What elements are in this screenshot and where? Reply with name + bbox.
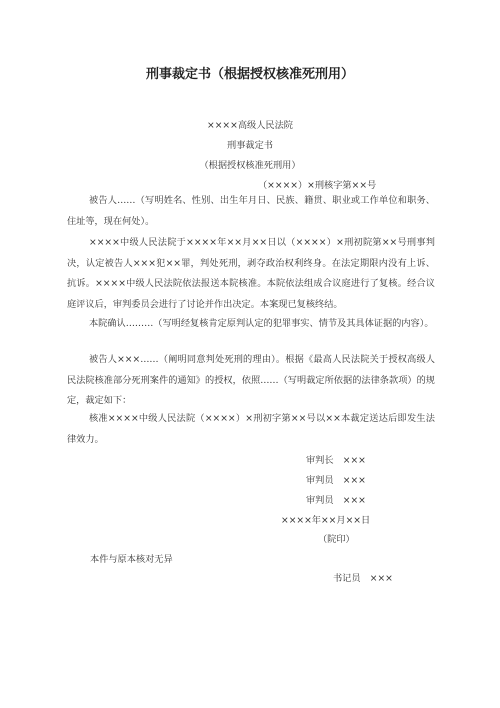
paragraph-reasoning: 被告人×××……（阐明同意判处死刑的理由）。根据《最高人民法院关于授权高级人民法院核准部分死刑案件的通知》的授权，依照……（写明裁定所依据的法律条款项）的规定，裁定如下： xyxy=(67,354,435,406)
paragraph-procedure: ××××中级人民法院于××××年××月××日以（××××）×刑初院第××号刑事判决，认定被告人×××犯××罪，判处死刑，剥夺政治权利终身。在法定期限内没有上诉、抗诉。××××中级人民法院依法报送本院核准。本院依法组成合议庭进行了复核。经合议庭评议后，审判委员会进行了讨论并作出决定。本案现已复核终结。 xyxy=(67,237,435,310)
court-name: ××××高级人民法院 xyxy=(207,120,293,131)
verification-note: 本件与原本核对无异 xyxy=(90,554,173,565)
document-title: 刑事裁定书（根据授权核准死刑用） xyxy=(145,67,354,82)
document-type: 刑事裁定书 xyxy=(227,140,273,151)
signature-judge-1: 审判员 ××× xyxy=(306,475,366,486)
paragraph-confirmation: 本院确认………（写明经复核肯定原判认定的犯罪事实、情节及其具体证据的内容）。 xyxy=(89,318,434,329)
document-subtype: （根据授权核准死刑用） xyxy=(199,160,301,171)
signature-clerk: 书记员 ××× xyxy=(333,573,393,584)
paragraph-ruling: 核准××××中级人民法院（××××）×刑初字第××号以××本裁定送达后即发生法律效力。 xyxy=(67,413,435,445)
paragraph-defendant: 被告人……（写明姓名、性别、出生年月日、民族、籍贯、职业或工作单位和职务、住址等，现在何处）。 xyxy=(67,195,435,227)
case-number: （××××）×刑核字第××号 xyxy=(258,180,377,191)
document-date: ××××年××月××日 xyxy=(281,515,371,526)
signature-judge-2: 审判员 ××× xyxy=(306,495,366,506)
court-seal: （院印） xyxy=(318,534,355,545)
signature-presiding-judge: 审判长 ××× xyxy=(306,455,366,466)
